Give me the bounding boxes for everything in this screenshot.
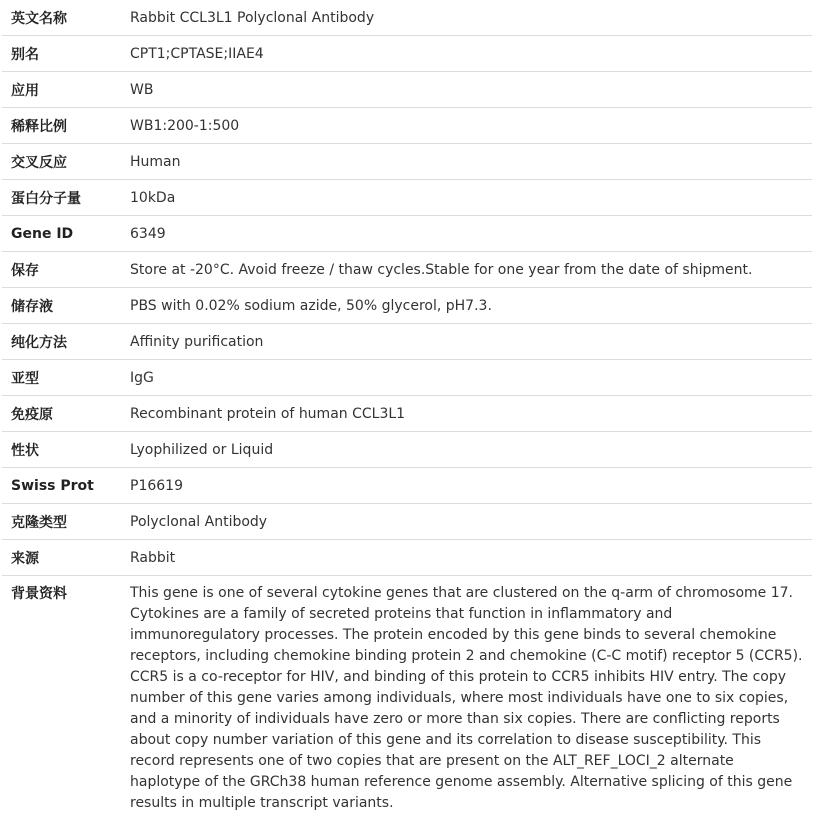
spec-value: 10kDa [130,180,812,216]
spec-value: Rabbit CCL3L1 Polyclonal Antibody [130,0,812,36]
spec-label: 亚型 [2,360,130,396]
spec-row-host [2,540,812,576]
spec-value: 6349 [130,216,812,252]
spec-label: 背景资料 [11,586,67,602]
spec-row-reactivity [2,144,812,180]
spec-value-background: This gene is one of several cytokine genes that are clustered on the q-arm of chromosome 17. Cytokines are a family of secreted proteins that function in inflammatory and immunoregulatory processes. The protein encoded by this gene binds to several chemokine receptors, including chemokine binding protein 2 and chemokine (C-C motif) receptor 5 (CCR5). CCR5 is a co-receptor for HIV, and binding of this protein to CCR5 inhibits HIV entry. The copy number of this gene varies among individuals, where most individuals have one to six copies, and a minority of individuals have zero or more than six copies. There are conflicting reports about copy number variation of this gene and its correlation to disease susceptibility. This record represents one of two copies that are present on the ALT_REF_LOCI_2 alternate haplotype of the GRCh38 human reference genome assembly. Alternative splicing of this gene results in multiple transcript variants. [130,585,803,811]
spec-row-gene-id [2,216,812,252]
spec-row-isotype [2,360,812,396]
spec-label: 储存液 [2,288,130,324]
spec-row-buffer [2,288,812,324]
spec-row-application [2,72,812,108]
spec-value: WB1:200-1:500 [130,108,812,144]
spec-row-dilution [2,108,812,144]
spec-value: Lyophilized or Liquid [130,432,812,468]
spec-row-immunogen [2,396,812,432]
spec-row-clonality [2,504,812,540]
spec-value: Store at -20°C. Avoid freeze / thaw cycles.Stable for one year from the date of shipment. [130,252,812,288]
spec-label: 应用 [2,72,130,108]
spec-label: 蛋白分子量 [2,180,130,216]
spec-label: 免疫原 [2,396,130,432]
spec-label: Gene ID [2,216,130,252]
spec-label: 交叉反应 [2,144,130,180]
spec-row-molecular-weight [2,180,812,216]
spec-value: Recombinant protein of human CCL3L1 [130,396,812,432]
spec-value: Affinity purification [130,324,812,360]
spec-label: 纯化方法 [2,324,130,360]
spec-label: 保存 [2,252,130,288]
spec-row-form [2,432,812,468]
spec-row-purification [2,324,812,360]
spec-value: PBS with 0.02% sodium azide, 50% glycerol, pH7.3. [130,288,812,324]
spec-row-background [2,576,812,815]
spec-value: P16619 [130,468,812,504]
spec-label: 稀释比例 [2,108,130,144]
spec-value: IgG [130,360,812,396]
spec-value: CPT1;CPTASE;IIAE4 [130,36,812,72]
spec-label: 英文名称 [2,0,130,36]
spec-label: 来源 [2,540,130,576]
spec-value: Polyclonal Antibody [130,504,812,540]
spec-value: Rabbit [130,540,812,576]
spec-row-swiss-prot [2,468,812,504]
spec-label: 性状 [2,432,130,468]
spec-value: Human [130,144,812,180]
spec-label: 克隆类型 [2,504,130,540]
spec-row-english-name [2,0,812,36]
spec-label: 别名 [2,36,130,72]
spec-row-storage [2,252,812,288]
product-spec-table [2,0,812,814]
spec-value: WB [130,72,812,108]
spec-label: Swiss Prot [2,468,130,504]
spec-row-alias [2,36,812,72]
